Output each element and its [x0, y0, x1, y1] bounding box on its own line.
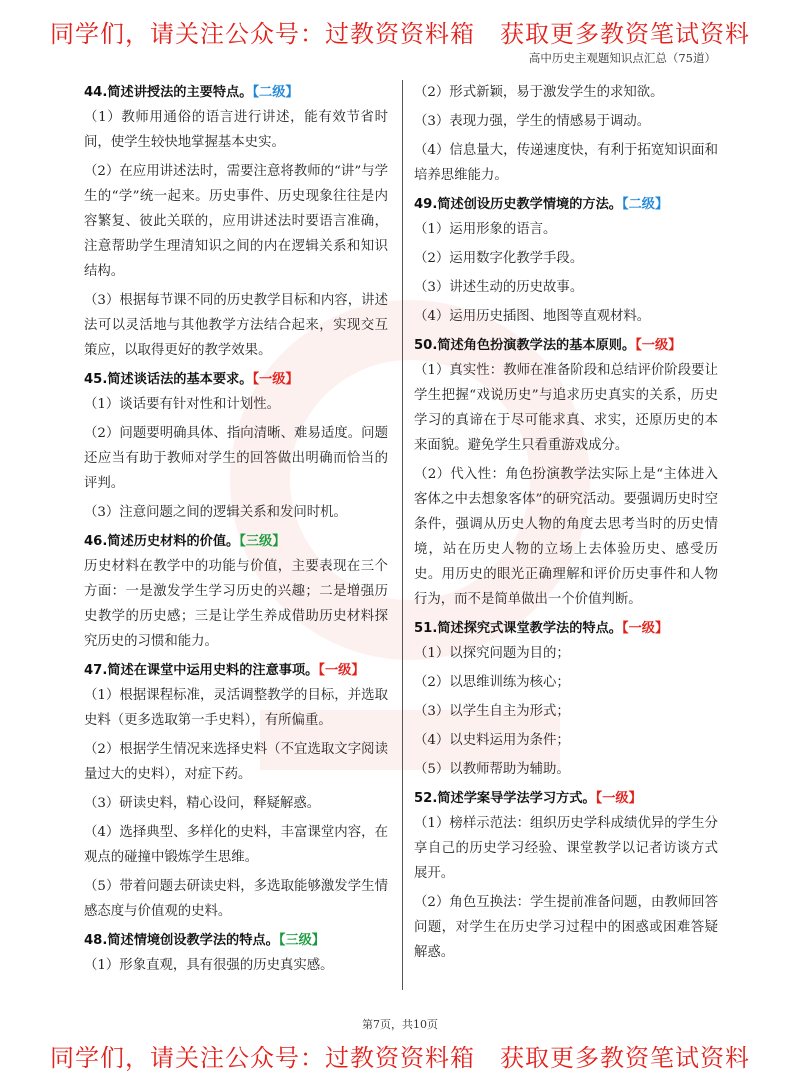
- answer-paragraph: （4）选择典型、多样化的史料，丰富课堂内容，在观点的碰撞中锻炼学生思维。: [84, 825, 388, 865]
- difficulty-level-badge: 【三级】: [239, 534, 286, 549]
- answer-paragraph: （1）榜样示范法：组织历史学科成绩优异的学生分享自己的历史学习经验、课堂教学以记者访谈方式展开。: [414, 816, 718, 881]
- answer-paragraph: （4）运用历史插图、地图等直观材料。: [414, 309, 651, 324]
- promo-banner-top: 同学们，请关注公众号：过教资资料箱 获取更多教资笔试资料: [50, 20, 750, 48]
- question-title: [84, 367, 388, 392]
- answer-paragraph: （2）形式新颖，易于激发学生的求知欲。: [414, 85, 664, 100]
- question-block: [84, 80, 388, 363]
- question-block: [84, 529, 388, 654]
- column-divider: [402, 80, 403, 990]
- right-column: [414, 80, 718, 969]
- answer-paragraph: （1）根据课程标准，灵活调整教学的目标，并选取史料（更多选取第一手史料），有所偏重。: [84, 688, 388, 728]
- difficulty-level-badge: 【一级】: [622, 621, 669, 636]
- question-title-text: 50.简述角色扮演教学法的基本原则。: [414, 338, 636, 353]
- answer-paragraph: （2）角色互换法：学生提前准备问题，由教师回答问题，对学生在历史学习过程中的困惑或困难答疑解惑。: [414, 895, 718, 960]
- answer-paragraph: （4）信息量大，传递速度快，有利于拓宽知识面和培养思维能力。: [414, 143, 718, 183]
- question-title: [84, 80, 388, 105]
- question-title: [84, 928, 388, 953]
- answer-paragraph: （3）以学生自主为形式；: [414, 704, 570, 719]
- difficulty-level-badge: 【二级】: [622, 197, 669, 212]
- difficulty-level-badge: 【一级】: [252, 372, 299, 387]
- question-block: [414, 333, 718, 612]
- answer-paragraph: （1）形象直观，具有很强的历史真实感。: [84, 958, 334, 973]
- answer-paragraph: （2）运用数字化教学手段。: [414, 251, 584, 266]
- difficulty-level-badge: 【二级】: [252, 85, 299, 100]
- question-title-text: 44.简述讲授法的主要特点。: [84, 85, 253, 100]
- question-title-text: 48.简述情境创设教学法的特点。: [84, 933, 279, 948]
- question-block: [84, 928, 388, 978]
- question-block: [84, 367, 388, 525]
- answer-paragraph: （3）研读史料，精心设问，释疑解惑。: [84, 796, 321, 811]
- answer-paragraph: （1）以探究问题为目的；: [414, 646, 570, 661]
- answer-paragraph: （2）以思维训练为核心；: [414, 675, 570, 690]
- promo-banner-bottom: 同学们，请关注公众号：过教资资料箱 获取更多教资笔试资料: [50, 1044, 750, 1072]
- question-title: [414, 192, 718, 217]
- question-title-text: 45.简述谈话法的基本要求。: [84, 372, 253, 387]
- document-subtitle: 高中历史主观题知识点汇总（75道）: [528, 51, 716, 65]
- answer-paragraph: （3）表现力强，学生的情感易于调动。: [414, 114, 651, 129]
- question-block: [414, 786, 718, 965]
- answer-paragraph: （2）在应用讲述法时，需要注意将教师的“讲”与学生的“学”统一起来。历史事件、历史现象往往是内容繁复、彼此关联的，应用讲述法时要语言准确，注意帮助学生理清知识之间的内在逻辑关系和知识结构。: [84, 164, 388, 279]
- difficulty-level-badge: 【一级】: [595, 791, 642, 806]
- question-title: [414, 786, 718, 811]
- answer-paragraph: （5）以教师帮助为辅助。: [414, 762, 570, 777]
- question-title: [414, 616, 718, 641]
- question-title: [414, 333, 718, 358]
- answer-paragraph: （1）运用形象的语言。: [414, 222, 557, 237]
- question-title-text: 52.简述学案导学法学习方式。: [414, 791, 596, 806]
- question-title: [84, 529, 388, 554]
- answer-paragraph: （2）代入性：角色扮演教学法实际上是“主体进入客体之中去想象客体”的研究活动。要强调历史时空条件，强调从历史人物的角度去思考当时的历史情境，站在历史人物的立场上去体验历史、感受历史。用历史的眼光正确理解和评价历史事件和人物行为，而不是简单做出一个价值判断。: [414, 467, 718, 607]
- answer-paragraph: 历史材料在教学中的功能与价值，主要表现在三个方面：一是激发学生学习历史的兴趣；二是增强历史教学的历史感；三是让学生养成借助历史材料探究历史的习惯和能力。: [84, 559, 388, 649]
- answer-paragraph: （1）教师用通俗的语言进行讲述，能有效节省时间，使学生较快地掌握基本史实。: [84, 110, 388, 150]
- question-title-text: 46.简述历史材料的价值。: [84, 534, 240, 549]
- answer-paragraph: （1）谈话要有针对性和计划性。: [84, 397, 280, 412]
- answer-paragraph: （3）注意问题之间的逻辑关系和发问时机。: [84, 505, 347, 520]
- question-block: [414, 192, 718, 329]
- question-title-text: 51.简述探究式课堂教学法的特点。: [414, 621, 622, 636]
- difficulty-level-badge: 【三级】: [278, 933, 325, 948]
- answer-paragraph: （2）问题要明确具体、指向清晰、难易适度。问题还应当有助于教师对学生的回答做出明确而恰当的评判。: [84, 426, 388, 491]
- answer-paragraph: （1）真实性：教师在准备阶段和总结评价阶段要让学生把握“戏说历史”与追求历史真实的关系，历史学习的真谛在于尽可能求真、求实，还原历史的本来面貌。避免学生只看重游戏成分。: [414, 363, 718, 453]
- question-title: [84, 658, 388, 683]
- answer-paragraph: （2）根据学生情况来选择史料（不宜选取文字阅读量过大的史料），对症下药。: [84, 742, 388, 782]
- question-block: [414, 616, 718, 782]
- difficulty-level-badge: 【一级】: [318, 663, 365, 678]
- answer-paragraph: （3）讲述生动的历史故事。: [414, 280, 584, 295]
- question-title-text: 49.简述创设历史教学情境的方法。: [414, 197, 622, 212]
- answer-paragraph: （4）以史料运用为条件；: [414, 733, 570, 748]
- answer-paragraph: （3）根据每节课不同的历史教学目标和内容，讲述法可以灵活地与其他教学方法结合起来，实现交互策应，以取得更好的教学效果。: [84, 293, 388, 358]
- question-block: [84, 658, 388, 924]
- question-title-text: 47.简述在课堂中运用史料的注意事项。: [84, 663, 319, 678]
- difficulty-level-badge: 【一级】: [635, 338, 682, 353]
- left-column: [84, 80, 388, 982]
- page-number: 第7页，共10页: [362, 1018, 438, 1031]
- answer-paragraph: （5）带着问题去研读史料，多选取能够激发学生情感态度与价值观的史料。: [84, 879, 388, 919]
- question-block: [414, 80, 718, 188]
